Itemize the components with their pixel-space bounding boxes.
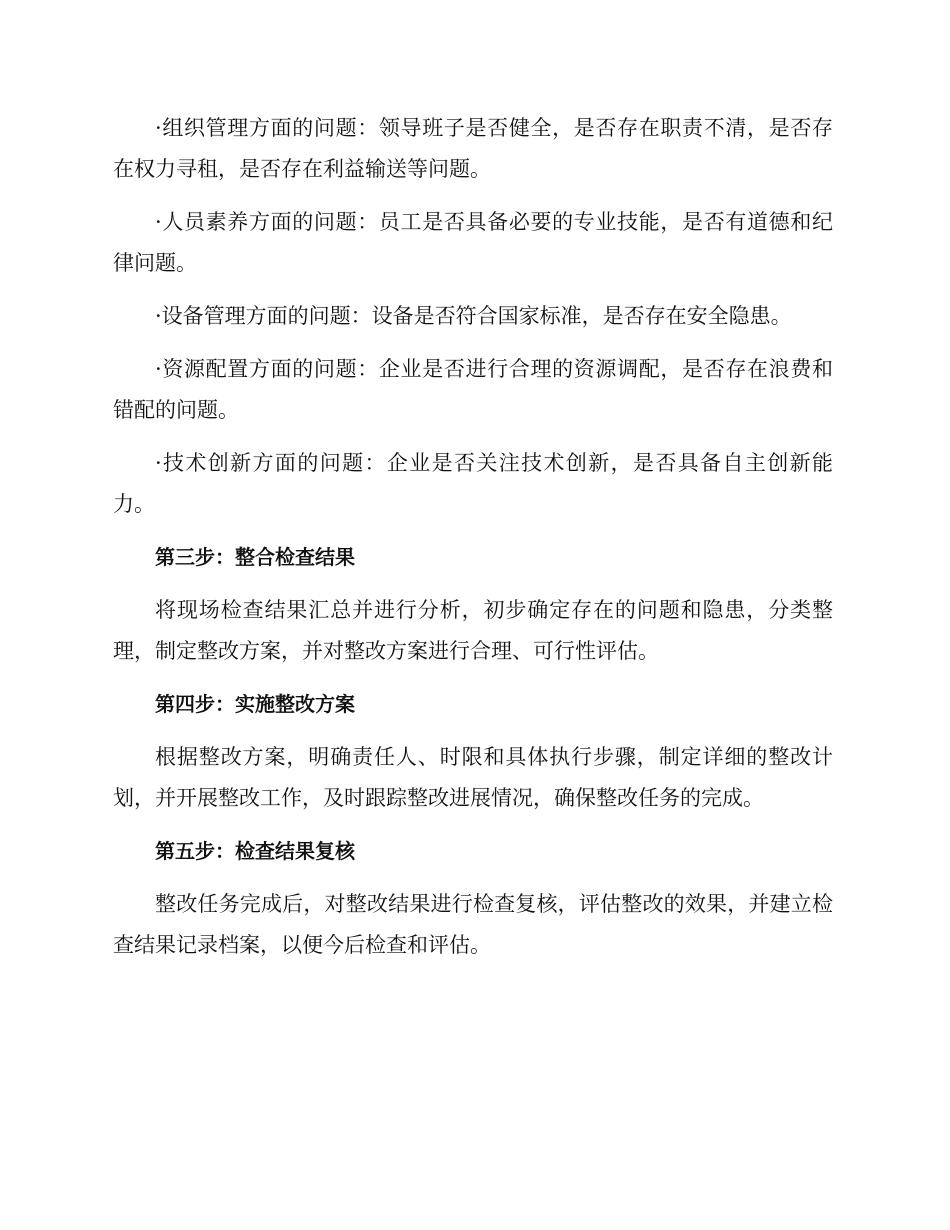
step-five-body: 整改任务完成后，对整改结果进行检查复核，评估整改的效果，并建立检查结果记录档案，以便今后检查和评估。 (113, 892, 833, 957)
document-body (113, 108, 833, 978)
bullet-resources: ·资源配置方面的问题：企业是否进行合理的资源调配，是否存在浪费和错配的问题。 (113, 357, 833, 422)
step-four-body: 根据整改方案，明确责任人、时限和具体执行步骤，制定详细的整改计划，并开展整改工作，及时跟踪整改进展情况，确保整改任务的完成。 (113, 745, 833, 810)
bullet-personnel: ·人员素养方面的问题：员工是否具备必要的专业技能，是否有道德和纪律问题。 (113, 210, 833, 275)
step-three-heading: 第三步：整合检查结果 (155, 545, 355, 569)
step-three-body: 将现场检查结果汇总并进行分析，初步确定存在的问题和隐患，分类整理，制定整改方案，并对整改方案进行合理、可行性评估。 (113, 598, 833, 663)
bullet-equipment: ·设备管理方面的问题：设备是否符合国家标准，是否存在安全隐患。 (155, 304, 792, 328)
step-five-heading: 第五步：检查结果复核 (155, 839, 355, 863)
bullet-organization: ·组织管理方面的问题：领导班子是否健全，是否存在职责不清，是否存在权力寻租，是否存在利益输送等问题。 (113, 116, 833, 181)
bullet-innovation: ·技术创新方面的问题：企业是否关注技术创新，是否具备自主创新能力。 (113, 451, 833, 516)
step-four-heading: 第四步：实施整改方案 (155, 692, 355, 716)
